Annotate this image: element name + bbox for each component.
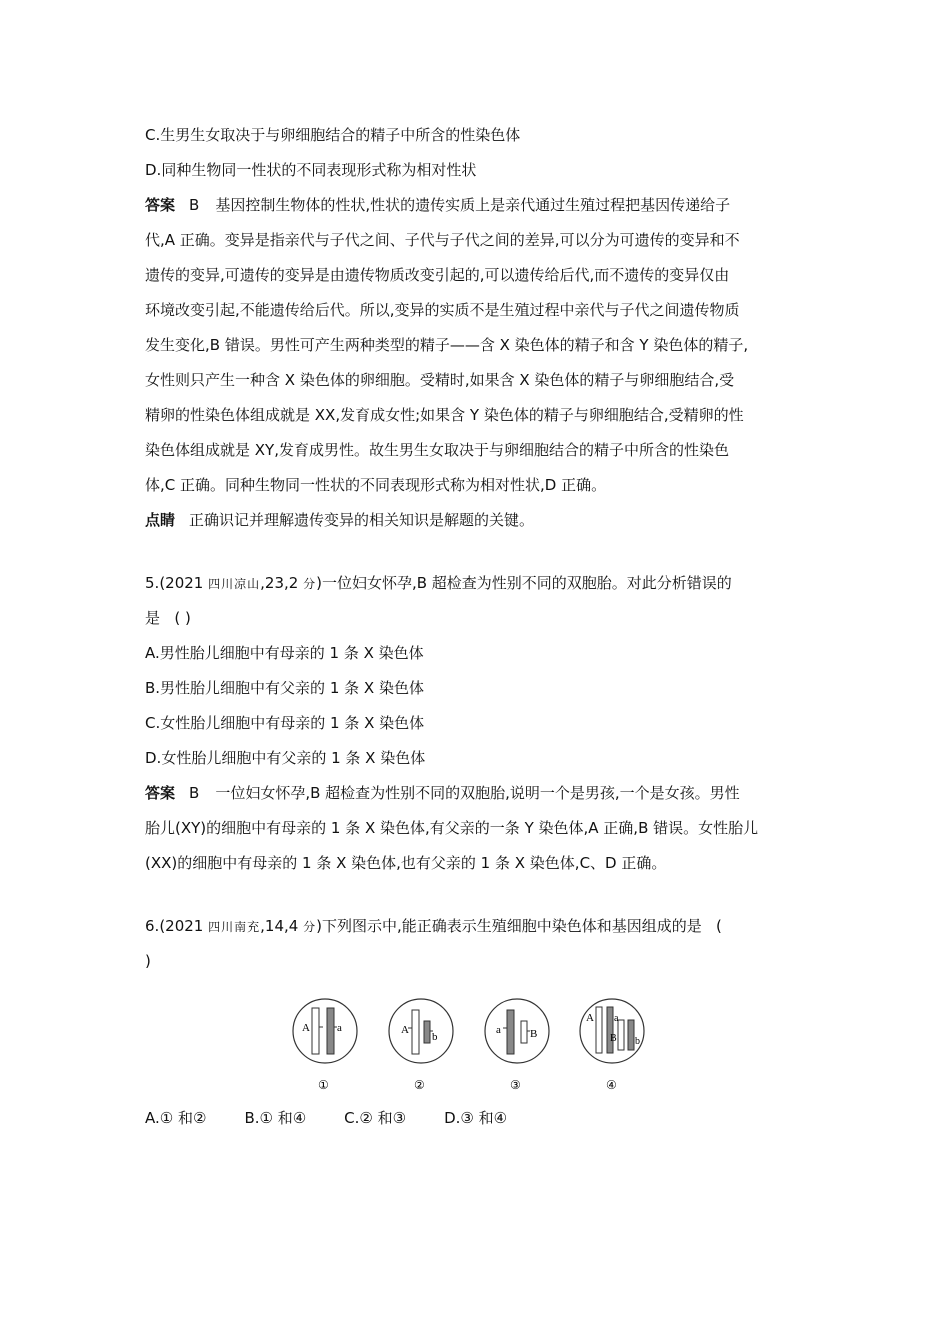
document-page (145, 118, 815, 1136)
gene-label: A (302, 1022, 310, 1034)
explanation-line: 一位妇女怀孕,B 超检查为性别不同的双胞胎,说明一个是男孩,一个是女孩。男性 (215, 784, 740, 802)
q4-option-c: C.生男生女取决于与卵细胞结合的精子中所含的性染色体 (145, 126, 521, 144)
q5-option-d: D.女性胎儿细胞中有父亲的 1 条 X 染色体 (145, 749, 426, 767)
svg-text:④: ④ (606, 1078, 617, 1092)
svg-text:A: A (401, 1024, 409, 1036)
q5-option-c: C.女性胎儿细胞中有母亲的 1 条 X 染色体 (145, 714, 425, 732)
explanation-line: 基因控制生物体的性状,性状的遗传实质上是亲代通过生殖过程把基因传递给子 (215, 196, 731, 214)
figure-number: ① (318, 1078, 329, 1092)
question-number: 5. (145, 574, 160, 592)
svg-text:b: b (635, 1036, 640, 1047)
option-c: C.② 和③ (344, 1109, 407, 1127)
explanation-line: 发生变化,B 错误。男性可产生两种类型的精子——含 X 染色体的精子和含 Y 染色体的精子, (145, 336, 749, 354)
explanation-line: 体,C 正确。同种生物同一性状的不同表现形式称为相对性状,D 正确。 (145, 476, 607, 494)
svg-text:a: a (496, 1024, 501, 1036)
tip-label: 点睛 (145, 511, 176, 529)
question-number: 6. (145, 917, 160, 935)
cell-3 (485, 999, 549, 1092)
answer-blank: ( ) (174, 609, 191, 627)
option-a: A.① 和② (145, 1109, 207, 1127)
explanation-line: 遗传的变异,可遗传的变异是由遗传物质改变引起的,可以遗传给后代,而不遗传的变异仅由 (145, 266, 730, 284)
explanation-line: 环境改变引起,不能遗传给后代。所以,变异的实质不是生殖过程中亲代与子代之间遗传物质 (145, 301, 740, 319)
svg-text:③: ③ (510, 1078, 521, 1092)
explanation-line: (XX)的细胞中有母亲的 1 条 X 染色体,也有父亲的 1 条 X 染色体,C、D 正确。 (145, 854, 667, 872)
question-source: (2021 四川凉山,23,2 分 (159, 574, 317, 592)
cell-1 (293, 999, 357, 1092)
chromosome-figure (145, 983, 815, 1093)
q6-stem: 6.(2021 四川南充,14,4 分)下列图示中,能正确表示生殖细胞中染色体和基因组成的是 ( (145, 917, 722, 935)
question-stem: )下列图示中,能正确表示生殖细胞中染色体和基因组成的是 (316, 917, 702, 935)
question-source: (2021 四川南充,14,4 分 (159, 917, 317, 935)
svg-text:A: A (586, 1012, 594, 1024)
svg-text:a: a (614, 1013, 619, 1024)
cell-4 (580, 999, 644, 1092)
option-b: B.① 和④ (244, 1109, 307, 1127)
explanation-line: 染色体组成就是 XY,发育成男性。故生男生女取决于与卵细胞结合的精子中所含的性染色 (145, 441, 729, 459)
q4-answer-line (145, 188, 815, 223)
explanation-line: 代,A 正确。变异是指亲代与子代之间、子代与子代之间的差异,可以分为可遗传的变异和不 (145, 231, 740, 249)
svg-text:B: B (610, 1033, 617, 1044)
svg-text:b: b (432, 1031, 438, 1043)
cell-2 (389, 999, 453, 1092)
svg-text:B: B (530, 1028, 538, 1040)
tip-text: 正确识记并理解遗传变异的相关知识是解题的关键。 (189, 511, 535, 529)
answer-letter: B (189, 784, 200, 802)
explanation-line: 胎儿(XY)的细胞中有母亲的 1 条 X 染色体,有父亲的一条 Y 染色体,A 正确,B 错误。女性胎儿 (145, 819, 759, 837)
answer-label: 答案 (145, 784, 176, 802)
answer-letter: B (189, 196, 200, 214)
tip-line (145, 503, 815, 538)
q4-option-d: D.同种生物同一性状的不同表现形式称为相对性状 (145, 161, 477, 179)
explanation-line: 精卵的性染色体组成就是 XX,发育成女性;如果含 Y 染色体的精子与卵细胞结合,受精卵的性 (145, 406, 744, 424)
gene-label: a (337, 1022, 342, 1034)
question-stem: )一位妇女怀孕,B 超检查为性别不同的双胞胎。对此分析错误的 (316, 574, 732, 592)
chromosome-diagram (290, 983, 670, 1093)
q5-stem-line2: 是 ( ) (145, 601, 815, 636)
q6-options (145, 1101, 815, 1136)
svg-text:②: ② (414, 1078, 425, 1092)
q5-option-a: A.男性胎儿细胞中有母亲的 1 条 X 染色体 (145, 644, 424, 662)
option-d: D.③ 和④ (444, 1109, 508, 1127)
explanation-line: 女性则只产生一种含 X 染色体的卵细胞。受精时,如果含 X 染色体的精子与卵细胞结合,受 (145, 371, 735, 389)
q5-stem (145, 566, 815, 601)
q5-answer-line (145, 776, 815, 811)
answer-label: 答案 (145, 196, 176, 214)
q5-option-b: B.男性胎儿细胞中有父亲的 1 条 X 染色体 (145, 679, 424, 697)
q6-paren-close: ) (145, 952, 151, 970)
